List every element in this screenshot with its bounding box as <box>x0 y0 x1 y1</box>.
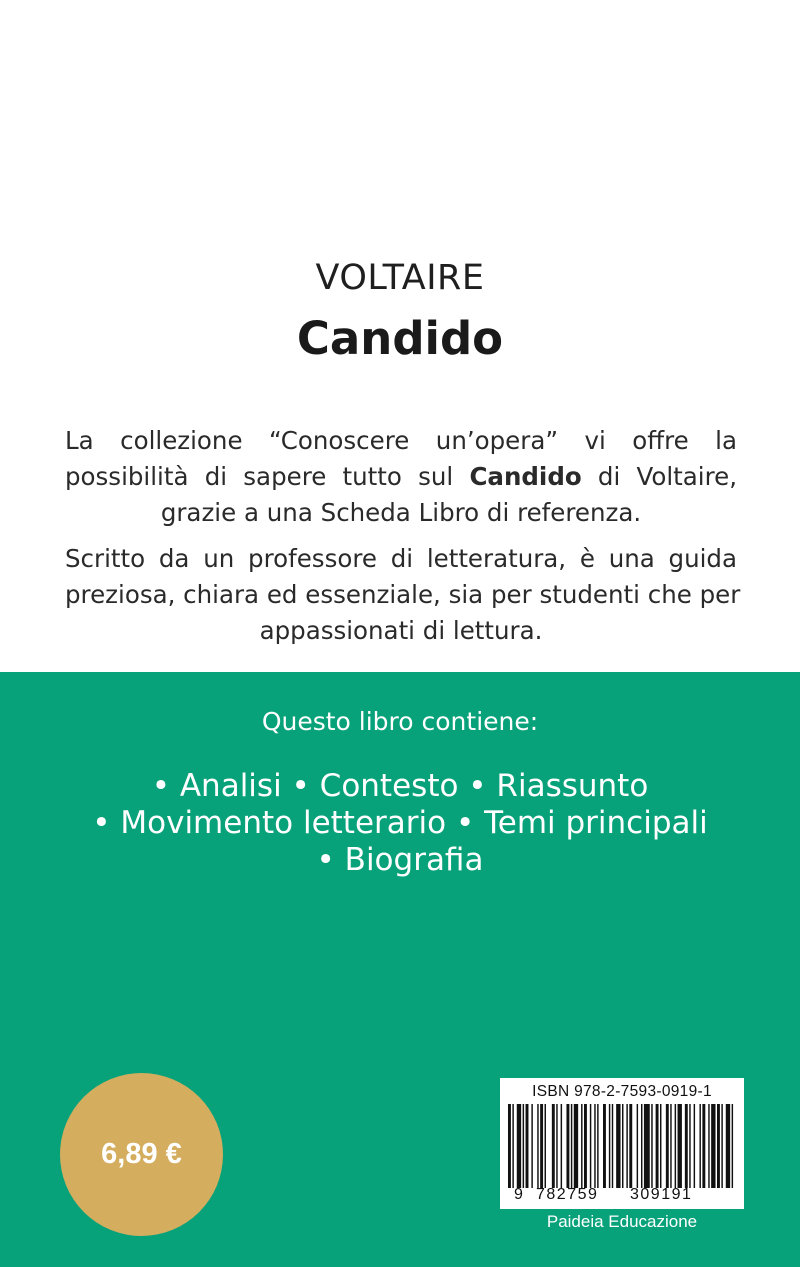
barcode-icon <box>508 1104 736 1188</box>
description-line: grazie a una Scheda Libro di referenza. <box>160 498 642 527</box>
barcode-bar <box>699 1104 700 1188</box>
barcode-bar <box>626 1104 627 1188</box>
description-bold-title: Candido <box>469 462 582 491</box>
barcode-bar <box>540 1104 543 1188</box>
description-text: possibilità di sapere tutto sul <box>65 462 470 491</box>
barcode-box <box>500 1078 744 1209</box>
barcode-bar <box>666 1104 669 1188</box>
barcode-bar <box>656 1104 659 1188</box>
description-paragraph-2 <box>65 541 741 649</box>
description-text: di Voltaire, <box>581 462 737 491</box>
barcode-bar <box>616 1104 620 1188</box>
topics-line: • Analisi • Contesto • Riassunto <box>151 768 649 804</box>
barcode-bar <box>517 1104 521 1188</box>
barcode-bar <box>526 1104 529 1188</box>
barcode-bar <box>561 1104 562 1188</box>
barcode-bar <box>545 1104 546 1188</box>
barcode-bar <box>609 1104 610 1188</box>
barcode-bar <box>717 1104 720 1188</box>
barcode-bar <box>552 1104 555 1188</box>
barcode-digit-first: 9 <box>514 1186 523 1203</box>
barcode-bar <box>708 1104 709 1188</box>
barcode-bar <box>637 1104 638 1188</box>
topics-line: • Biografia <box>316 842 484 878</box>
description-paragraph-1 <box>65 423 737 531</box>
price-text: 6,89 € <box>101 1138 182 1170</box>
barcode-bar <box>694 1104 695 1188</box>
barcode-bar <box>629 1104 632 1188</box>
barcode-bar <box>711 1104 715 1188</box>
barcode-bar <box>641 1104 642 1188</box>
barcode-bar <box>556 1104 557 1188</box>
barcode-bar <box>523 1104 524 1188</box>
barcode-bar <box>726 1104 730 1188</box>
barcode-bar <box>594 1104 595 1188</box>
price-badge <box>60 1073 223 1236</box>
barcode-bar <box>644 1104 650 1188</box>
barcode-bar <box>590 1104 591 1188</box>
barcode-bar <box>651 1104 652 1188</box>
isbn-text: ISBN 978-2-7593-0919-1 <box>532 1083 712 1100</box>
barcode-bar <box>603 1104 606 1188</box>
barcode-bar <box>702 1104 705 1188</box>
barcode-bar <box>571 1104 572 1188</box>
barcode-digits-left: 782759 <box>536 1186 599 1203</box>
barcode-bar <box>622 1104 623 1188</box>
barcode-digits-right: 309191 <box>630 1186 693 1203</box>
barcode-bar <box>685 1104 688 1188</box>
barcode-bar <box>597 1104 598 1188</box>
barcode-bar <box>584 1104 587 1188</box>
barcode-bar <box>566 1104 569 1188</box>
author-name: VOLTAIRE <box>315 258 485 298</box>
barcode-bar <box>581 1104 582 1188</box>
description-line: preziosa, chiara ed essenziale, sia per studenti che per <box>65 580 741 609</box>
barcode-bar <box>675 1104 676 1188</box>
barcode-bar <box>670 1104 671 1188</box>
barcode-bar <box>678 1104 682 1188</box>
description-line: appassionati di lettura. <box>259 616 543 645</box>
barcode-bar <box>512 1104 513 1188</box>
barcode-bar <box>689 1104 690 1188</box>
barcode-bar <box>531 1104 532 1188</box>
contents-heading: Questo libro contiene: <box>261 707 539 736</box>
description-line: Scritto da un professore di letteratura, è una guida <box>65 544 737 573</box>
description-line <box>65 459 737 495</box>
barcode-bar <box>574 1104 578 1188</box>
description-line: La collezione “Conoscere un’opera” vi offre la <box>65 426 737 455</box>
barcode-bar <box>732 1104 733 1188</box>
barcode-bar <box>612 1104 613 1188</box>
barcode-bar <box>660 1104 661 1188</box>
contents-topics <box>0 768 800 879</box>
topics-line: • Movimento letterario • Temi principali <box>92 805 708 841</box>
barcode-bar <box>537 1104 538 1188</box>
book-title: Candido <box>296 312 504 365</box>
barcode-bar <box>508 1104 511 1188</box>
publisher-name: Paideia Educazione <box>546 1212 698 1231</box>
barcode-bar <box>721 1104 722 1188</box>
